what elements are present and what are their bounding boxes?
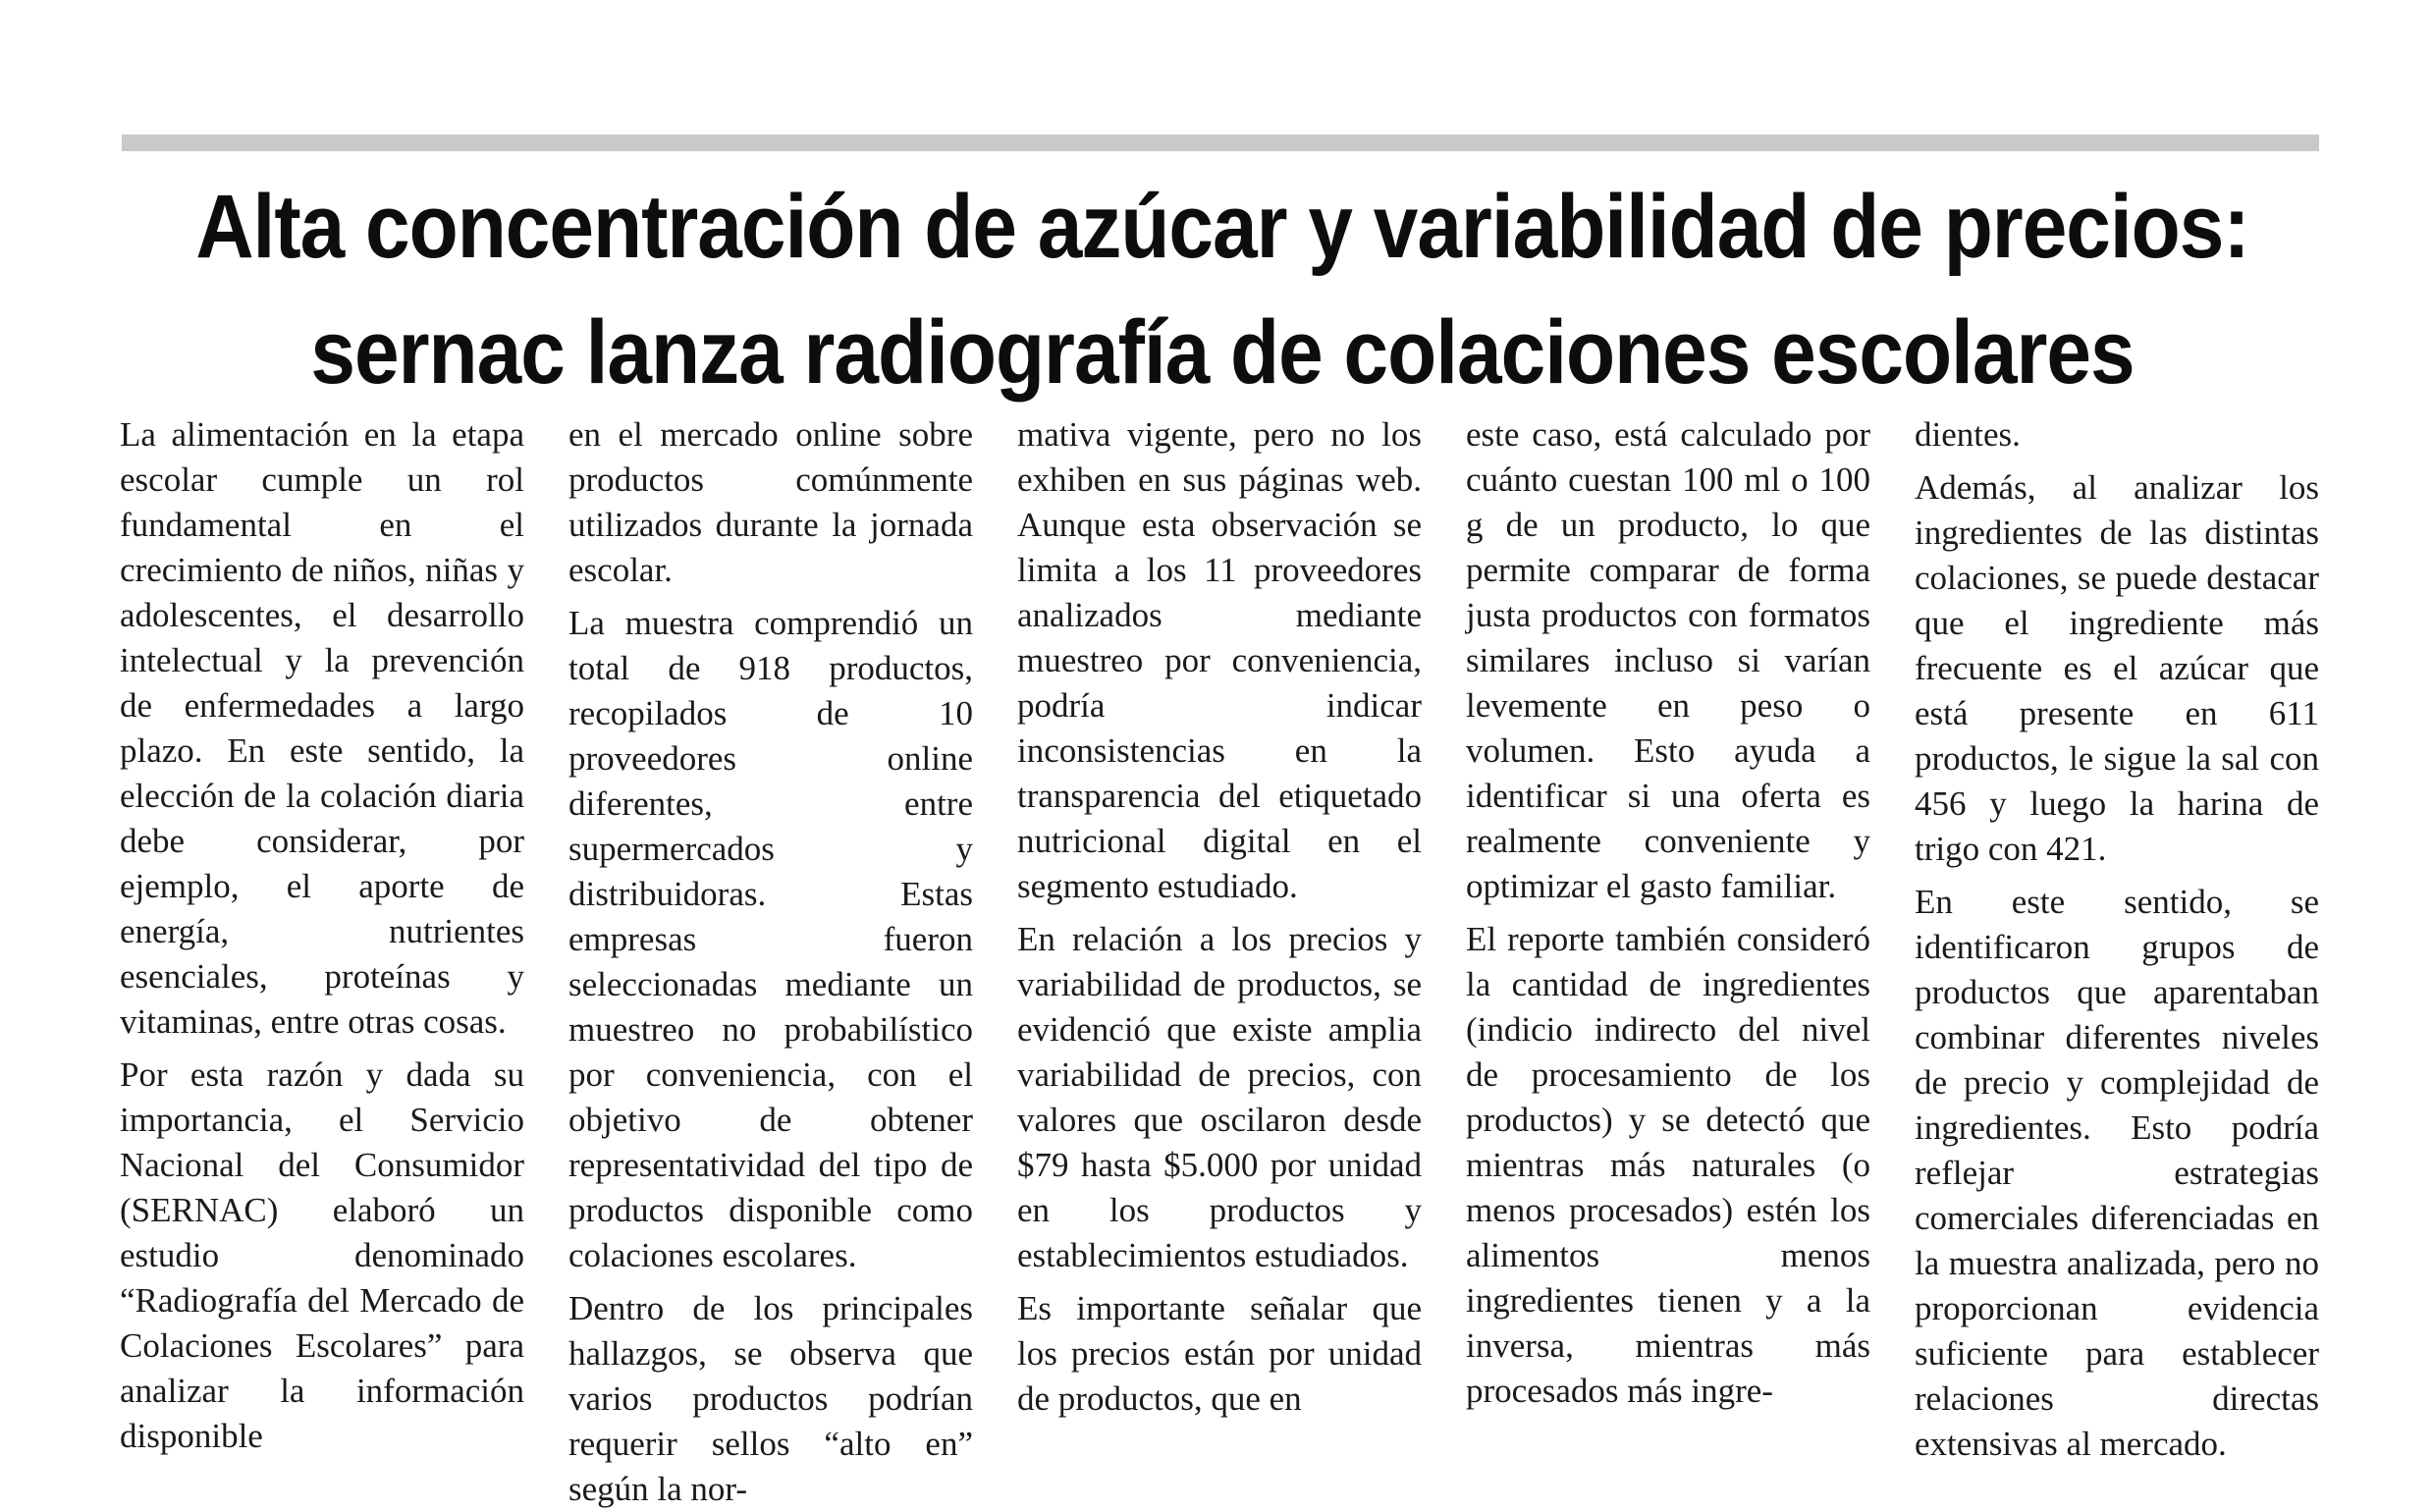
paragraph: Por esta razón y dada su importancia, el Servicio Nacional del Consumidor (SERNAC) elaboró un estudio denominado “Radiografía del Mercado de Colaciones Escolares” para analizar la información disponible <box>120 1055 524 1455</box>
paragraph: dientes. <box>1915 415 2021 454</box>
headline-line-2: sernac lanza radiografía de colaciones escolares <box>310 302 2135 403</box>
paragraph: El reporte también consideró la cantidad de ingredientes (indicio indirecto del nivel de procesamiento de los productos) y se detectó que mientras más naturales (o menos procesados) estén los alimentos menos ingredientes tienen y a la inversa, mientras más procesados más ingre- <box>1466 920 1870 1410</box>
paragraph: Dentro de los principales hallazgos, se observa que varios productos podrían requerir sellos “alto en” según la nor- <box>568 1289 973 1508</box>
column-2 <box>568 412 973 1508</box>
paragraph: este caso, está calculado por cuánto cuestan 100 ml o 100 g de un producto, lo que permite comparar de forma justa productos con formatos similares incluso si varían levemente en peso o volumen. Esto ayuda a identificar si una oferta es realmente conveniente y optimizar el gasto familiar. <box>1466 415 1870 905</box>
column-1 <box>120 412 524 1455</box>
column-4 <box>1466 412 1870 1410</box>
top-divider-bar <box>122 135 2319 151</box>
paragraph: En relación a los precios y variabilidad de productos, se evidenció que existe amplia variabilidad de precios, con valores que oscilaron desde $79 hasta $5.000 por unidad en los productos y establecimientos estudiados. <box>1017 920 1422 1274</box>
paragraph: En este sentido, se identificaron grupos de productos que aparentaban combinar diferentes niveles de precio y complejidad de ingredientes. Esto podría reflejar estrategias comerciales diferenciadas en la muestra analizada, pero no proporcionan evidencia suficiente para establecer relaciones directas extensivas al mercado. <box>1915 883 2319 1463</box>
paragraph: mativa vigente, pero no los exhiben en sus páginas web. Aunque esta observación se limita a los 11 proveedores analizados mediante muestreo por conveniencia, podría indicar inconsistencias en la transparencia del etiquetado nutricional digital en el segmento estudiado. <box>1017 415 1422 905</box>
paragraph: en el mercado online sobre productos comúnmente utilizados durante la jornada escolar. <box>568 415 973 589</box>
column-3 <box>1017 412 1422 1418</box>
paragraph: Es importante señalar que los precios están por unidad de productos, que en <box>1017 1289 1422 1418</box>
article-headline <box>98 165 2347 415</box>
paragraph: La alimentación en la etapa escolar cumple un rol fundamental en el crecimiento de niños, niñas y adolescentes, el desarrollo intelectual y la prevención de enfermedades a largo plazo. En este sentido, la elección de la colación diaria debe considerar, por ejemplo, el aporte de energía, nutrientes esenciales, proteínas y vitaminas, entre otras cosas. <box>120 415 524 1041</box>
headline-line-1: Alta concentración de azúcar y variabilidad de precios: <box>195 177 2249 278</box>
article-body <box>120 412 2319 1508</box>
column-5 <box>1915 412 2319 1463</box>
paragraph: La muestra comprendió un total de 918 productos, recopilados de 10 proveedores online diferentes, entre supermercados y distribuidoras. Estas empresas fueron seleccionadas mediante un muestreo no probabilístico por conveniencia, con el objetivo de obtener representatividad del tipo de productos disponible como colaciones escolares. <box>568 604 973 1274</box>
paragraph: Además, al analizar los ingredientes de las distintas colaciones, se puede destacar que el ingrediente más frecuente es el azúcar que está presente en 611 productos, le sigue la sal con 456 y luego la harina de trigo con 421. <box>1915 468 2319 868</box>
